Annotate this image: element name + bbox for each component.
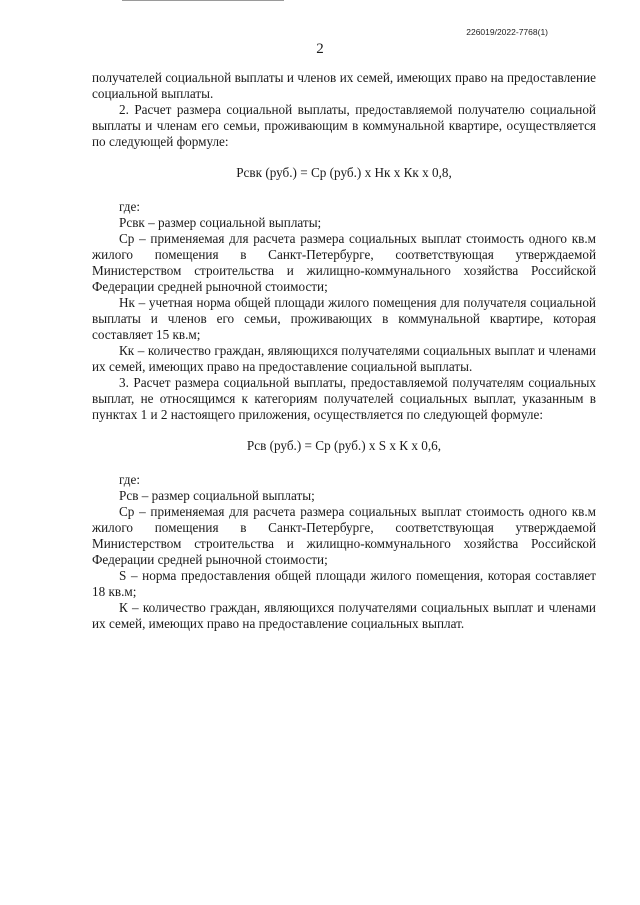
- definition-sr-1: Ср – применяемая для расчета размера социальных выплат стоимость одного кв.м жилого помещения в Санкт-Петербурге, соответствующая утверждаемой Министерством строительства и жилищно-коммунального хозяйства Российской Федерации средней рыночной стоимости;: [92, 231, 596, 294]
- formula-2: Рсв (руб.) = Ср (руб.) x S x К x 0,6,: [246, 438, 442, 453]
- definition-rsvk: Рсвк – размер социальной выплаты;: [119, 215, 322, 230]
- page-number: 2: [316, 41, 324, 57]
- definition-nk: Нк – учетная норма общей площади жилого помещения для получателя социальной выплаты и членов его семьи, проживающих в коммунальной квартире, которая составляет 15 кв.м;: [92, 295, 596, 342]
- definition-sr-2: Ср – применяемая для расчета размера социальных выплат стоимость одного кв.м жилого помещения в Санкт-Петербурге, соответствующая утверждаемой Министерством строительства и жилищно-коммунального хозяйства Российской Федерации средней рыночной стоимости;: [92, 504, 596, 567]
- paragraph-item-3: 3. Расчет размера социальной выплаты, предоставляемой получателям социальных выплат, не относящимся к категориям получателей социальных выплат, указанным в пунктах 1 и 2 настоящего приложения, осуществляется по следующей формуле:: [92, 375, 596, 422]
- where-label-1: где:: [119, 199, 140, 214]
- paragraph-continuation: получателей социальной выплаты и членов их семей, имеющих право на предоставление социальной выплаты.: [92, 70, 596, 101]
- definition-k: К – количество граждан, являющихся получателями социальных выплат и членами их семей, имеющих право на предоставление социальных выплат.: [92, 600, 596, 631]
- formula-1: Рсвк (руб.) = Ср (руб.) x Нк x Кк x 0,8,: [236, 165, 452, 180]
- document-id: 226019/2022-7768(1): [466, 27, 548, 37]
- definition-rsv: Рсв – размер социальной выплаты;: [119, 488, 315, 503]
- scan-edge-line: [122, 0, 284, 1]
- definition-s: S – норма предоставления общей площади жилого помещения, которая составляет 18 кв.м;: [92, 568, 596, 599]
- definition-kk: Кк – количество граждан, являющихся получателями социальных выплат и членами их семей, имеющих право на предоставление социальной выплаты.: [92, 343, 596, 374]
- where-label-2: где:: [119, 472, 140, 487]
- document-body: [92, 70, 596, 632]
- paragraph-item-2: 2. Расчет размера социальной выплаты, предоставляемой получателю социальной выплаты и членам его семьи, проживающим в коммунальной квартире, осуществляется по следующей формуле:: [92, 102, 596, 149]
